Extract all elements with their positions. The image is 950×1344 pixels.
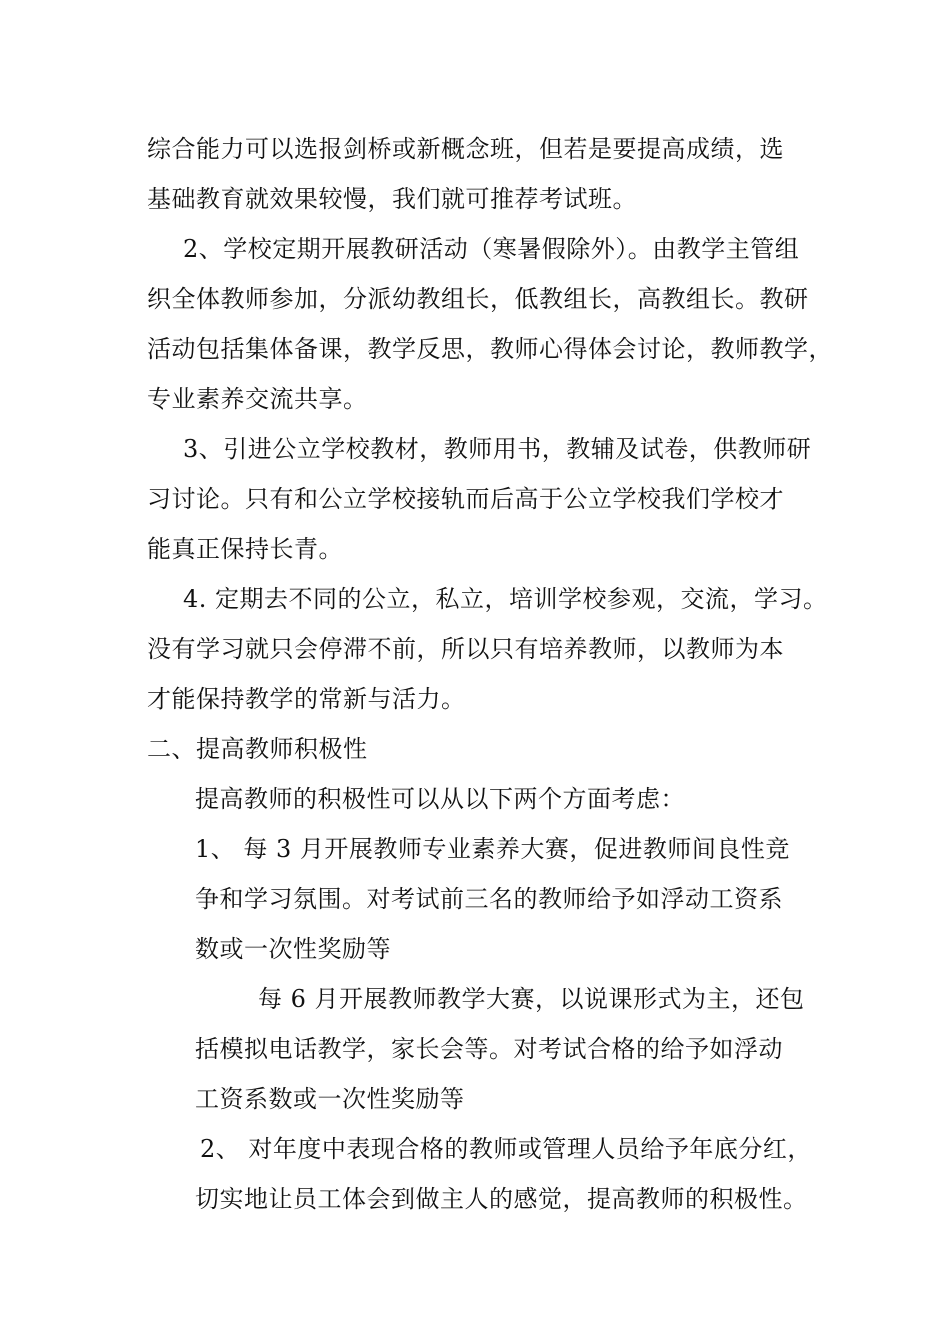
paragraph-2-line-2: 织全体教师参加，分派幼教组长，低教组长，高教组长。教研	[147, 285, 809, 313]
paragraph-2-line-1: 2、学校定期开展教研活动（寒暑假除外）。由教学主管组	[183, 235, 800, 263]
item-1b-line-2: 括模拟电话教学，家长会等。对考试合格的给予如浮动	[195, 1035, 783, 1063]
paragraph-3-line-2: 习讨论。只有和公立学校接轨而后高于公立学校我们学校才	[147, 485, 784, 513]
paragraph-2-line-4: 专业素养交流共享。	[147, 385, 368, 413]
item-2-line-2: 切实地让员工体会到做主人的感觉，提高教师的积极性。	[195, 1185, 808, 1213]
section-intro: 提高教师的积极性可以从以下两个方面考虑：	[195, 785, 685, 813]
item-1-line-3: 数或一次性奖励等	[195, 935, 391, 963]
item-1b-line-1: 每 6 月开展教师教学大赛，以说课形式为主，还包	[258, 985, 805, 1013]
paragraph-4-line-3: 才能保持教学的常新与活力。	[147, 685, 466, 713]
paragraph-2-line-3: 活动包括集体备课，教学反思，教师心得体会讨论，教师教学，	[147, 335, 833, 363]
paragraph-1-line-2: 基础教育就效果较慢，我们就可推荐考试班。	[147, 185, 637, 213]
item-1-line-2: 争和学习氛围。对考试前三名的教师给予如浮动工资系	[195, 885, 783, 913]
paragraph-3-line-3: 能真正保持长青。	[147, 535, 343, 563]
item-2-line-1: 2、 对年度中表现合格的教师或管理人员给予年底分红，	[200, 1135, 812, 1163]
paragraph-4-line-2: 没有学习就只会停滞不前，所以只有培养教师，以教师为本	[147, 635, 784, 663]
paragraph-3-line-1: 3、引进公立学校教材，教师用书，教辅及试卷，供教师研	[183, 435, 812, 463]
paragraph-1-line-1: 综合能力可以选报剑桥或新概念班，但若是要提高成绩，选	[147, 135, 784, 163]
section-heading: 二、提高教师积极性	[147, 735, 368, 763]
item-1b-line-3: 工资系数或一次性奖励等	[195, 1085, 465, 1113]
paragraph-4-line-1: 4. 定期去不同的公立，私立，培训学校参观，交流，学习。	[183, 585, 828, 613]
item-1-line-1: 1、 每 3 月开展教师专业素养大赛，促进教师间良性竞	[195, 835, 790, 863]
